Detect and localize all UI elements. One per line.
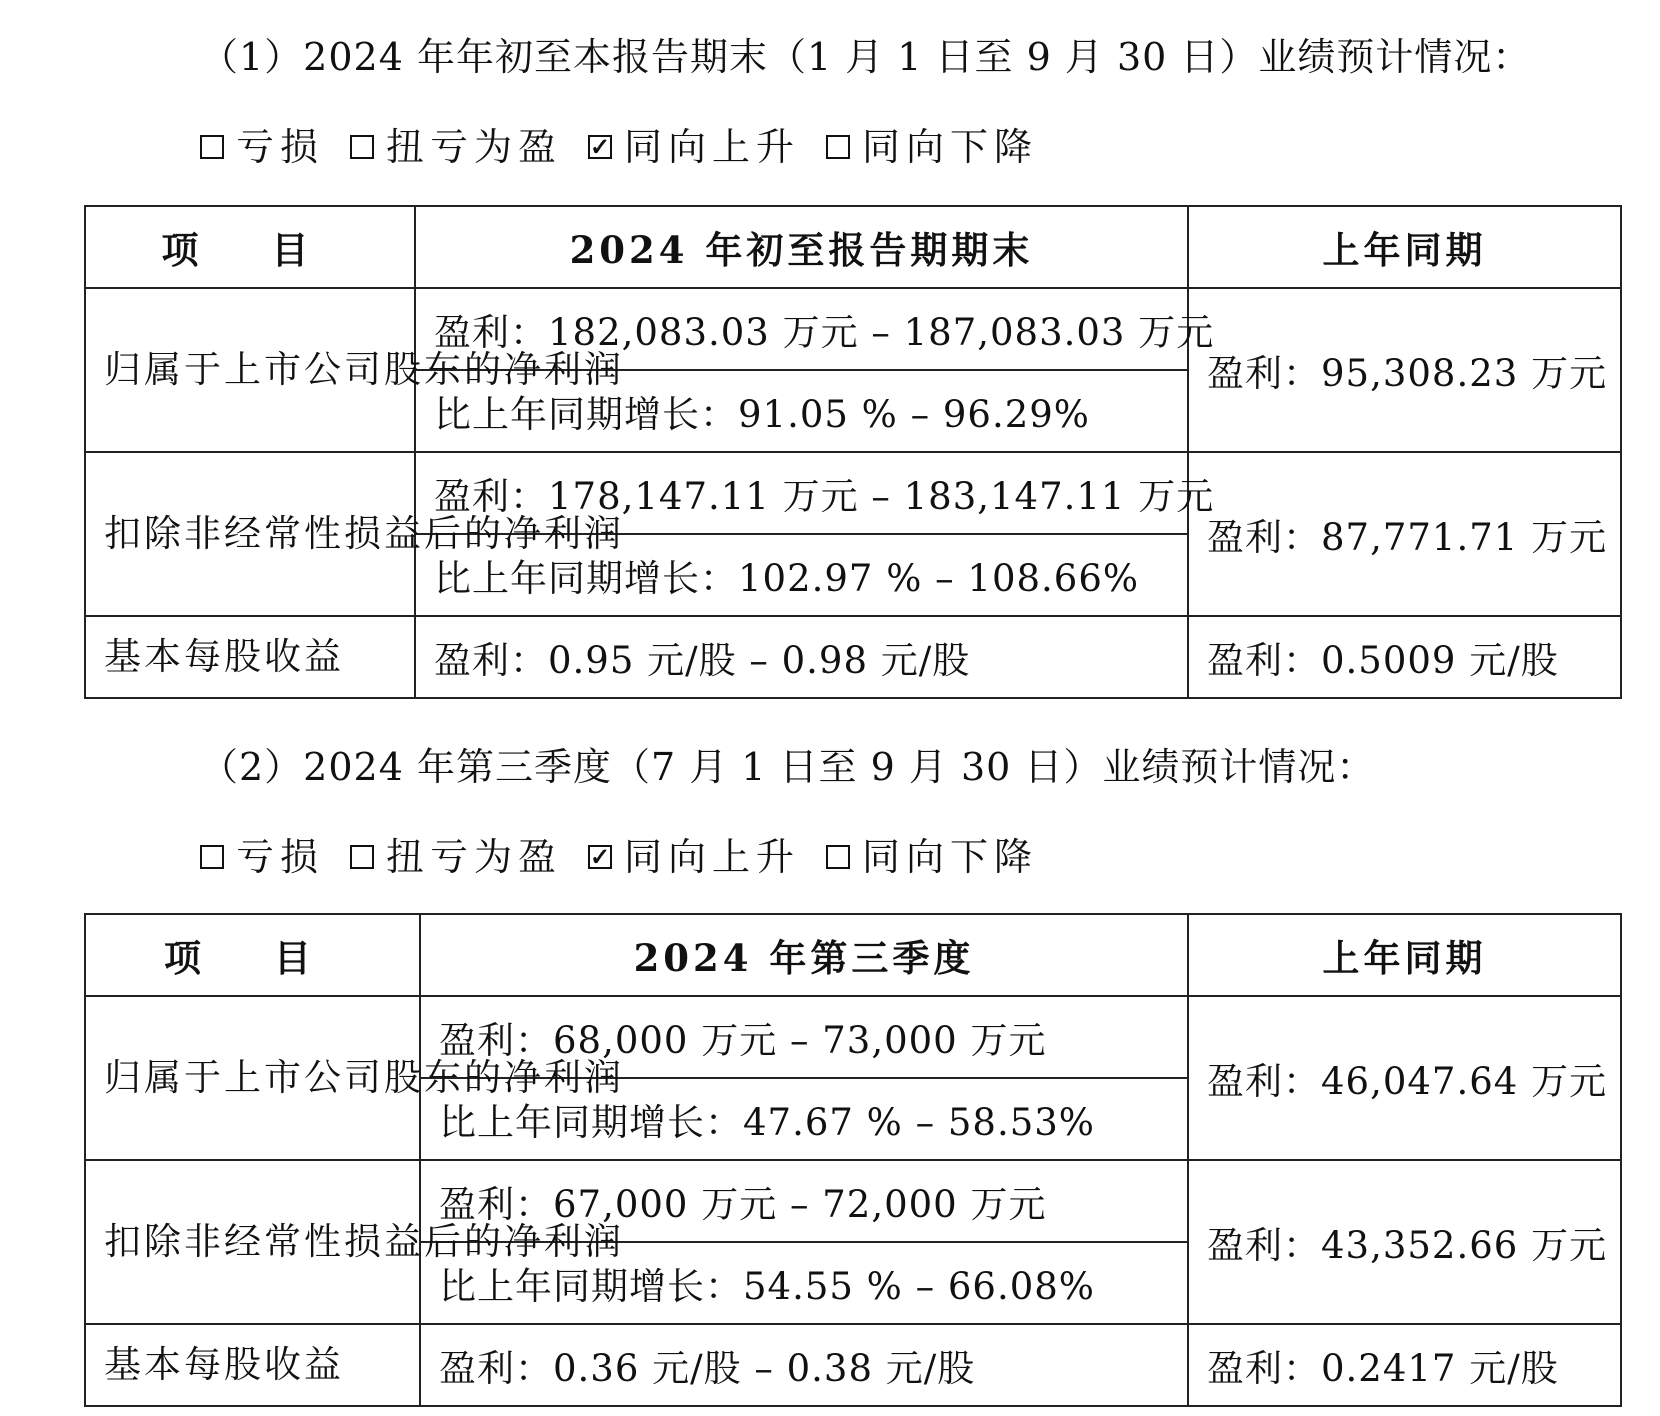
table-header-row bbox=[85, 206, 1621, 288]
header-item: 项 目 bbox=[85, 206, 415, 288]
header-item: 项 目 bbox=[85, 914, 420, 996]
cell-net-profit-growth: 比上年同期增长：47.67 % – 58.53% bbox=[420, 1078, 1188, 1160]
section-1-table bbox=[84, 205, 1622, 699]
cell-deducted-amount: 盈利：67,000 万元 – 72,000 万元 bbox=[420, 1160, 1188, 1242]
option-turnaround[interactable] bbox=[350, 834, 562, 880]
cell-net-profit-prev: 盈利：95,308.23 万元 bbox=[1188, 288, 1621, 452]
cell-deducted-growth: 比上年同期增长：102.97 % – 108.66% bbox=[415, 534, 1188, 616]
checkbox-empty-icon[interactable] bbox=[826, 845, 850, 869]
row-label-eps: 基本每股收益 bbox=[85, 616, 415, 698]
checkbox-empty-icon[interactable] bbox=[350, 845, 374, 869]
option-label: 同向下降 bbox=[862, 125, 1039, 169]
cell-deducted-prev: 盈利：87,771.71 万元 bbox=[1188, 452, 1621, 616]
section-2-heading: （2）2024 年第三季度（7 月 1 日至 9 月 30 日）业绩预计情况： bbox=[200, 745, 1376, 789]
option-label: 亏损 bbox=[236, 125, 325, 169]
section-1-heading: （1）2024 年年初至本报告期末（1 月 1 日至 9 月 30 日）业绩预计情况： bbox=[200, 35, 1532, 79]
option-loss[interactable] bbox=[200, 834, 324, 880]
cell-eps-amount: 盈利：0.36 元/股 – 0.38 元/股 bbox=[420, 1324, 1188, 1406]
section-1-options bbox=[200, 124, 1064, 170]
table-row bbox=[85, 452, 1621, 534]
row-label-net-profit: 归属于上市公司股东的净利润 bbox=[85, 288, 415, 452]
cell-deducted-prev: 盈利：43,352.66 万元 bbox=[1188, 1160, 1621, 1324]
table-row bbox=[85, 1160, 1621, 1242]
cell-net-profit-amount: 盈利：182,083.03 万元 – 187,083.03 万元 bbox=[415, 288, 1188, 370]
cell-deducted-amount: 盈利：178,147.11 万元 – 183,147.11 万元 bbox=[415, 452, 1188, 534]
cell-net-profit-prev: 盈利：46,047.64 万元 bbox=[1188, 996, 1621, 1160]
table-row bbox=[85, 1324, 1621, 1406]
row-label-net-profit: 归属于上市公司股东的净利润 bbox=[85, 996, 420, 1160]
option-increase[interactable] bbox=[588, 124, 800, 170]
header-prev: 上年同期 bbox=[1188, 206, 1621, 288]
cell-eps-amount: 盈利：0.95 元/股 – 0.98 元/股 bbox=[415, 616, 1188, 698]
checkbox-checked-icon[interactable]: ✓ bbox=[589, 132, 611, 161]
table-header-row bbox=[85, 914, 1621, 996]
option-increase[interactable] bbox=[588, 834, 800, 880]
row-label-eps: 基本每股收益 bbox=[85, 1324, 420, 1406]
section-2-options bbox=[200, 834, 1064, 880]
cell-net-profit-growth: 比上年同期增长：91.05 % – 96.29% bbox=[415, 370, 1188, 452]
option-label: 同向上升 bbox=[624, 125, 801, 169]
checkbox-empty-icon[interactable] bbox=[350, 135, 374, 159]
row-label-deducted: 扣除非经常性损益后的净利润 bbox=[85, 452, 415, 616]
checkbox-empty-icon[interactable] bbox=[200, 845, 224, 869]
header-period: 2024 年第三季度 bbox=[420, 914, 1188, 996]
option-decrease[interactable] bbox=[826, 834, 1038, 880]
option-label: 同向下降 bbox=[862, 835, 1039, 879]
option-turnaround[interactable] bbox=[350, 124, 562, 170]
option-decrease[interactable] bbox=[826, 124, 1038, 170]
cell-eps-prev: 盈利：0.2417 元/股 bbox=[1188, 1324, 1621, 1406]
row-label-deducted: 扣除非经常性损益后的净利润 bbox=[85, 1160, 420, 1324]
checkbox-checked-icon[interactable]: ✓ bbox=[589, 842, 611, 871]
option-label: 同向上升 bbox=[624, 835, 801, 879]
checkbox-empty-icon[interactable] bbox=[826, 135, 850, 159]
option-loss[interactable] bbox=[200, 124, 324, 170]
table-row bbox=[85, 616, 1621, 698]
option-label: 扭亏为盈 bbox=[386, 835, 563, 879]
option-label: 扭亏为盈 bbox=[386, 125, 563, 169]
cell-net-profit-amount: 盈利：68,000 万元 – 73,000 万元 bbox=[420, 996, 1188, 1078]
cell-eps-prev: 盈利：0.5009 元/股 bbox=[1188, 616, 1621, 698]
header-prev: 上年同期 bbox=[1188, 914, 1621, 996]
header-period: 2024 年初至报告期期末 bbox=[415, 206, 1188, 288]
table-row bbox=[85, 288, 1621, 370]
checkbox-empty-icon[interactable] bbox=[200, 135, 224, 159]
option-label: 亏损 bbox=[236, 835, 325, 879]
table-row bbox=[85, 996, 1621, 1078]
section-2-table bbox=[84, 913, 1622, 1407]
cell-deducted-growth: 比上年同期增长：54.55 % – 66.08% bbox=[420, 1242, 1188, 1324]
